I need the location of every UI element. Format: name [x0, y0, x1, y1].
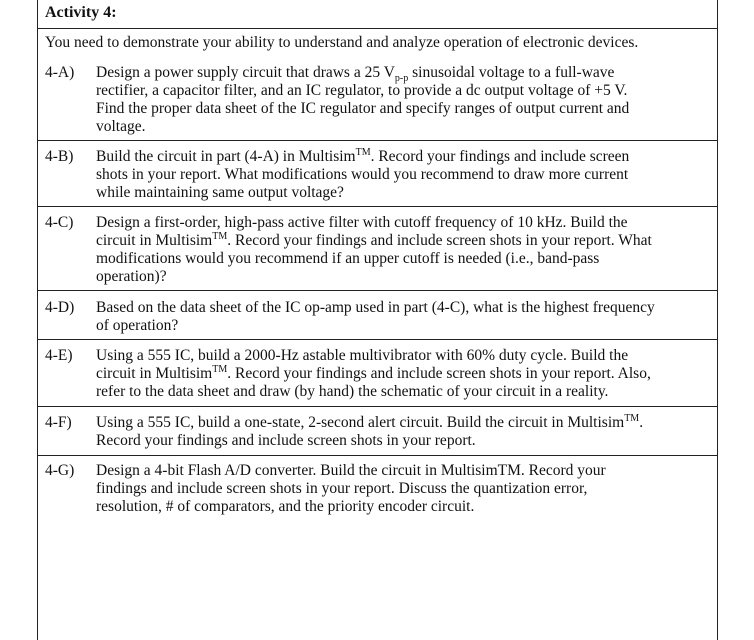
activity-intro: You need to demonstrate your ability to understand and analyze operation of electronic devices.: [45, 34, 639, 51]
item-text: Design a power supply circuit that draws a 25 $V_{p-p}$ sinusoidal voltage to a full-wave rectifier, a capacitor filter, and an IC regulator, to provide a dc output voltage of +5 V. Find the proper data sheet of the IC regulator and specify ranges of output current and voltage.: [96, 64, 630, 135]
row-divider: [38, 140, 717, 141]
item-text: Build the circuit in part (4-A) in Multisim™. Record your findings and include screen shots in your report. What modifications would you recommend to draw more current while maintaining same output voltage?: [96, 146, 630, 201]
item-label: 4-G): [45, 462, 75, 479]
row-divider: [38, 406, 717, 407]
item-label: 4-A): [45, 64, 75, 81]
item-label: 4-D): [45, 299, 75, 316]
table-header: [38, 0, 717, 29]
item-label: 4-C): [45, 214, 74, 231]
item-text: Based on the data sheet of the IC op-amp used in part (4-C), what is the highest frequency of operation?: [96, 299, 655, 334]
row-divider: [38, 339, 717, 340]
activity-table: [37, 0, 718, 640]
row-divider: [38, 455, 717, 456]
item-label: 4-B): [45, 148, 74, 165]
activity-title: Activity 4:: [45, 4, 117, 21]
item-text: Design a 4-bit Flash A/D converter. Build the circuit in MultisimTM. Record your findings and include screen shots in your report. Discuss the quantization error, resolution, # of comparators, and the priority encoder circuit.: [96, 462, 606, 515]
item-text: Using a 555 IC, build a one-state, 2-second alert circuit. Build the circuit in Multisim™. Record your findings and include screen shots in your report.: [96, 412, 644, 449]
item-text: Using a 555 IC, build a 2000-Hz astable multivibrator with 60% duty cycle. Build the circuit in Multisim™. Record your findings and include screen shots in your report. Also, refer to the data sheet and draw (by hand) the schematic of your circuit in a reality.: [96, 347, 651, 400]
item-label: 4-F): [45, 414, 72, 431]
item-label: 4-E): [45, 347, 73, 364]
row-divider: [38, 290, 717, 291]
item-text: Design a first-order, high-pass active filter with cutoff frequency of 10 kHz. Build the circuit in Multisim™. Record your findings and include screen shots in your report. What modifications would you recommend if an upper cutoff is needed (i.e., band-pass operation)?: [96, 214, 652, 285]
row-divider: [38, 206, 717, 207]
